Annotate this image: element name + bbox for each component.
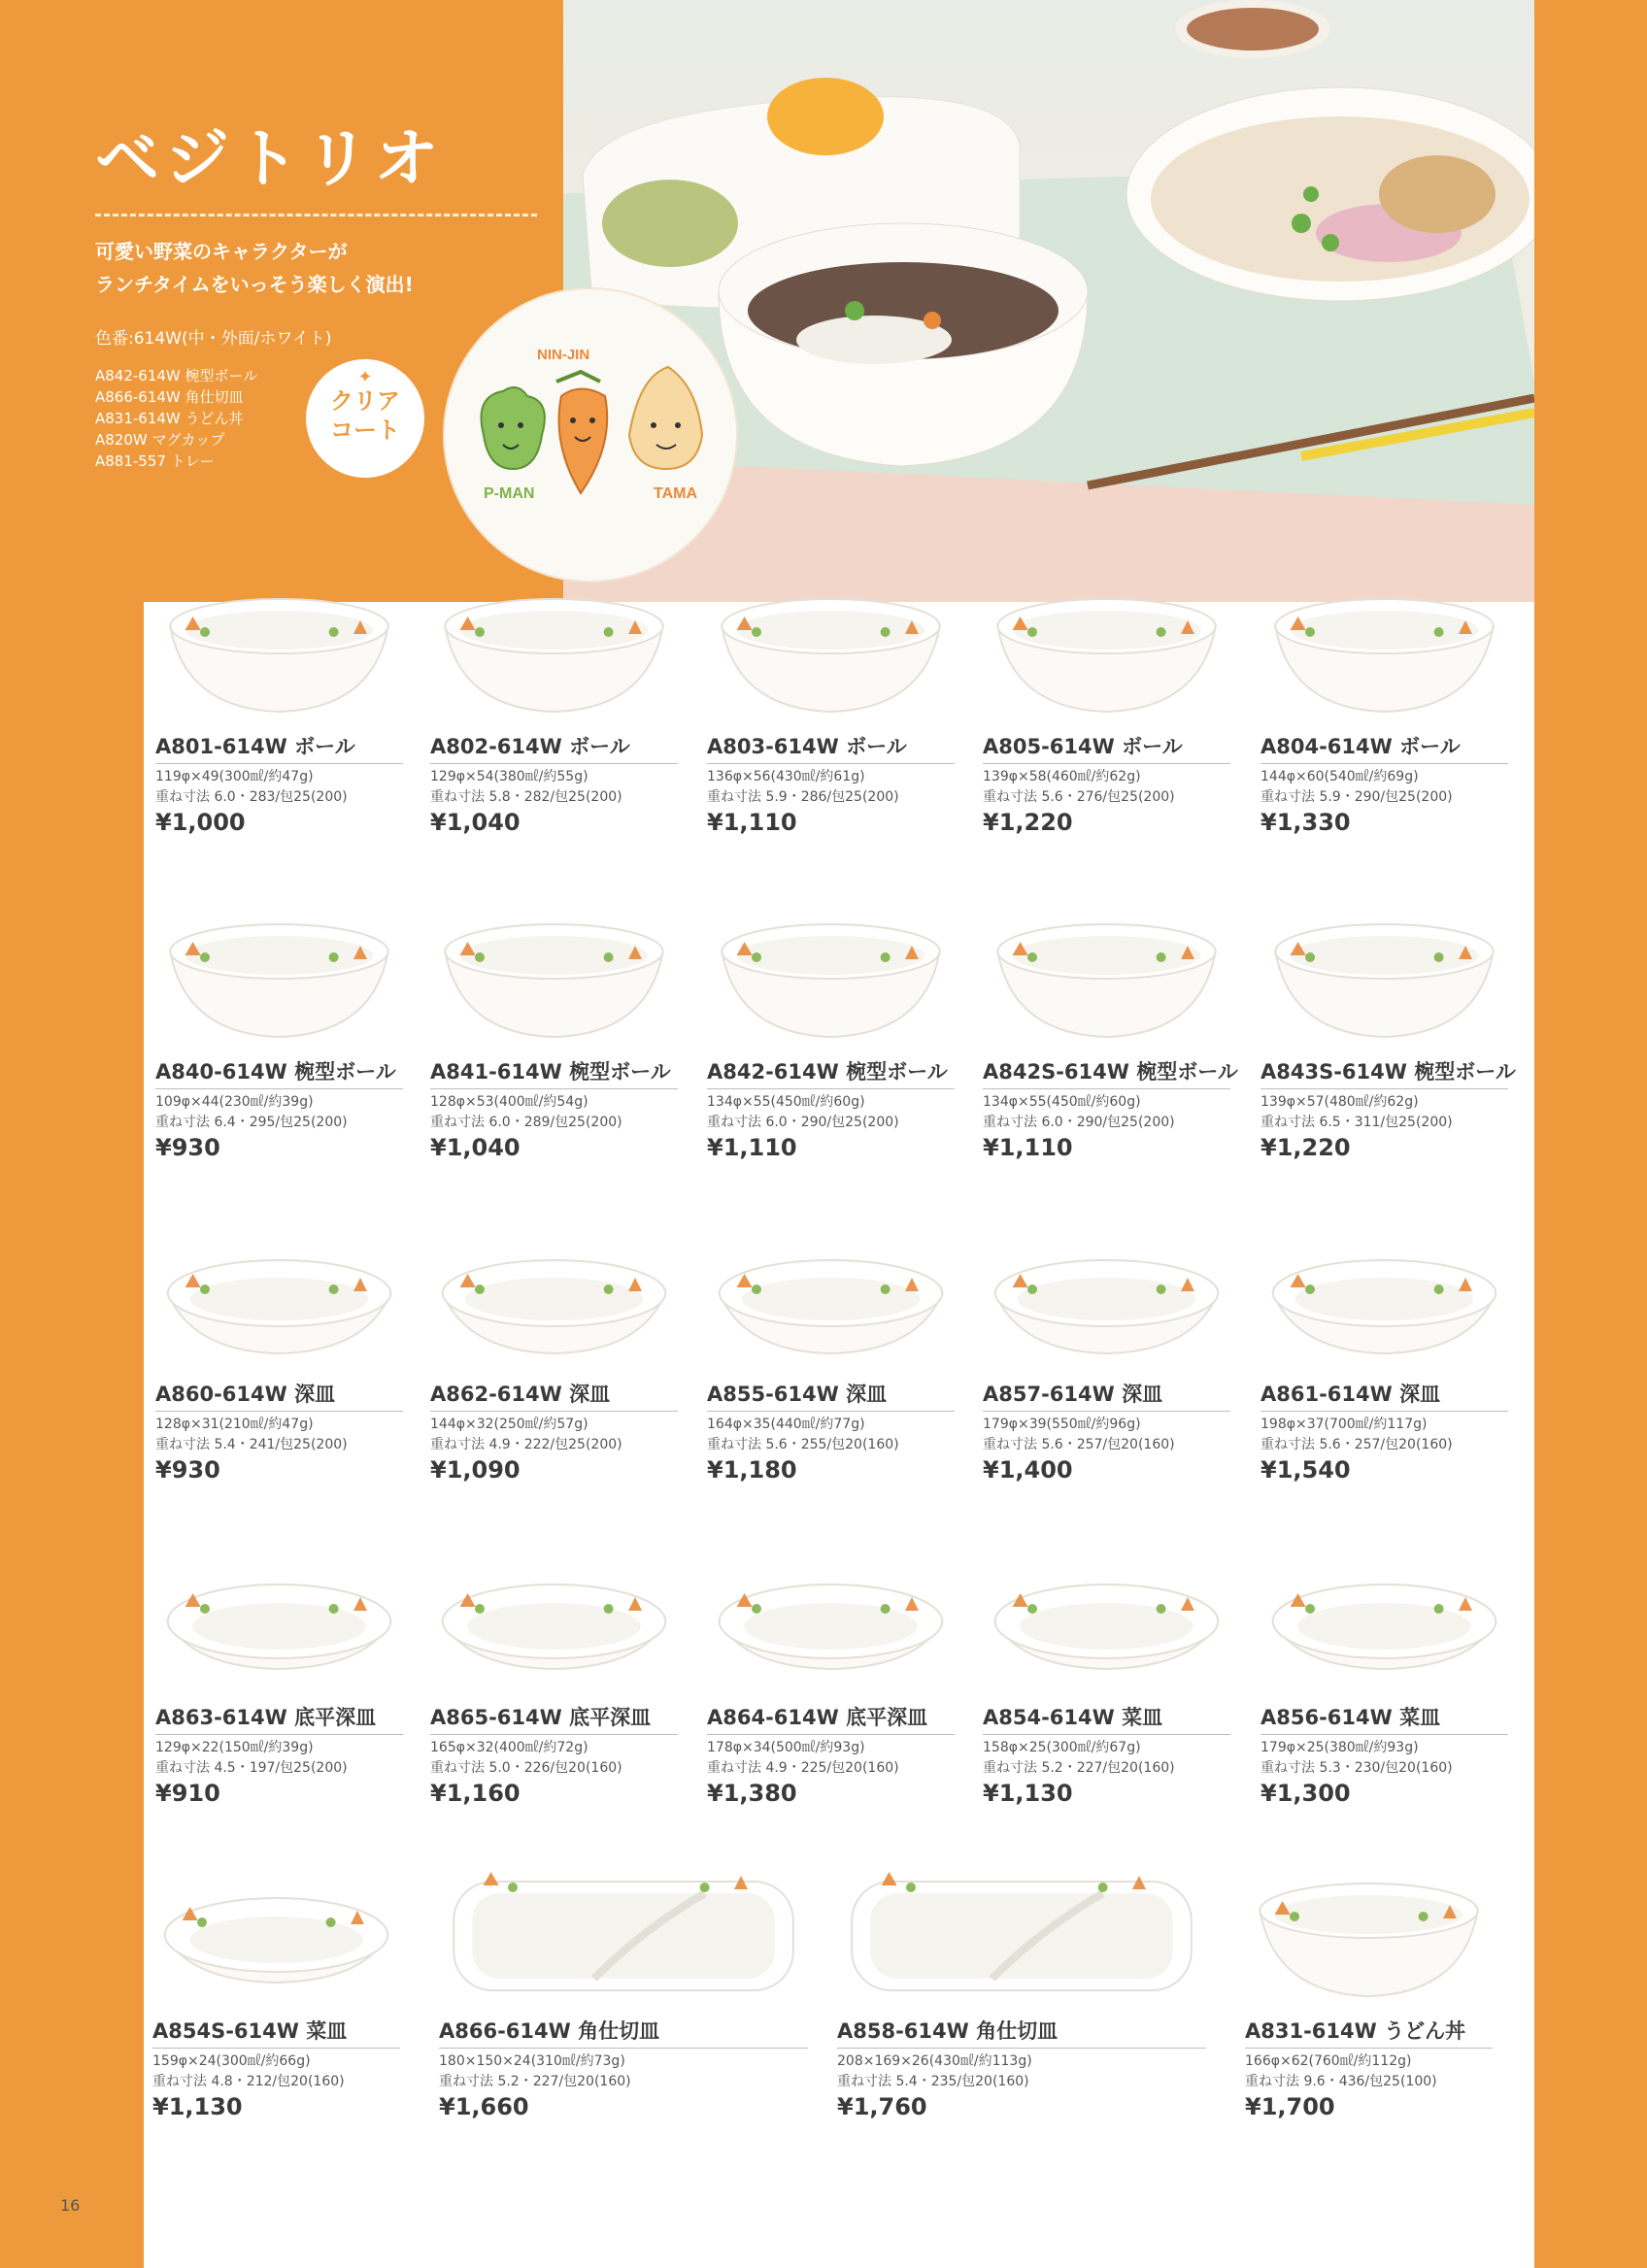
product-spec: 178φ×34(500㎖/約93g) — [707, 1740, 865, 1755]
product-spec: 136φ×56(430㎖/約61g) — [707, 769, 865, 784]
product-image — [430, 903, 678, 1049]
product-image — [430, 1549, 678, 1694]
product-card — [152, 1862, 400, 2120]
product-card — [430, 1225, 678, 1484]
product-stack-info: 重ね寸法 6.0・289/包25(200) — [430, 1115, 622, 1130]
product-card — [1260, 1549, 1508, 1807]
product-price: ¥1,040 — [430, 1134, 521, 1161]
product-image — [155, 578, 403, 723]
product-name: A840-614W 椀型ボール — [155, 1056, 403, 1089]
product-name: A854-614W 菜皿 — [983, 1702, 1230, 1735]
product-name: A857-614W 深皿 — [983, 1379, 1230, 1412]
product-price: ¥1,110 — [707, 1134, 797, 1161]
product-card — [439, 1862, 808, 2120]
page-number: 16 — [60, 2196, 81, 2215]
product-stack-info: 重ね寸法 4.5・197/包25(200) — [155, 1760, 348, 1776]
product-price: ¥1,040 — [430, 809, 521, 836]
product-price: ¥930 — [155, 1456, 220, 1484]
product-stack-info: 重ね寸法 5.2・227/包20(160) — [983, 1760, 1175, 1776]
pictured-item: A831-614W うどん丼 — [95, 410, 244, 427]
pictured-item: A820W マグカップ — [95, 431, 225, 449]
orange-frame-right — [1534, 0, 1647, 2268]
product-spec: 144φ×32(250㎖/約57g) — [430, 1417, 588, 1432]
product-price: ¥1,000 — [155, 809, 246, 836]
product-image — [707, 578, 955, 723]
product-spec: 139φ×57(480㎖/約62g) — [1260, 1094, 1419, 1110]
product-spec: 134φ×55(450㎖/約60g) — [707, 1094, 865, 1110]
product-price: ¥1,110 — [707, 809, 797, 836]
product-spec: 164φ×35(440㎖/約77g) — [707, 1417, 865, 1432]
product-spec: 109φ×44(230㎖/約39g) — [155, 1094, 314, 1110]
product-stack-info: 重ね寸法 5.9・290/包25(200) — [1260, 789, 1453, 805]
product-spec: 128φ×53(400㎖/約54g) — [430, 1094, 588, 1110]
product-spec: 134φ×55(450㎖/約60g) — [983, 1094, 1141, 1110]
product-name: A855-614W 深皿 — [707, 1379, 955, 1412]
product-spec: 128φ×31(210㎖/約47g) — [155, 1417, 314, 1432]
product-card — [155, 1549, 403, 1807]
product-card — [430, 1549, 678, 1807]
product-card — [430, 903, 678, 1161]
product-card — [837, 1862, 1206, 2120]
badge-label: クリア コート — [330, 387, 400, 444]
product-image — [155, 1549, 403, 1694]
series-tagline: 可愛い野菜のキャラクターが ランチタイムをいっそう楽しく演出! — [95, 240, 414, 296]
product-stack-info: 重ね寸法 5.6・255/包20(160) — [707, 1437, 899, 1452]
product-stack-info: 重ね寸法 5.9・286/包25(200) — [707, 789, 899, 805]
product-spec: 119φ×49(300㎖/約47g) — [155, 769, 314, 784]
product-stack-info: 重ね寸法 5.4・241/包25(200) — [155, 1437, 348, 1452]
product-stack-info: 重ね寸法 5.0・226/包20(160) — [430, 1760, 622, 1776]
product-stack-info: 重ね寸法 6.0・283/包25(200) — [155, 789, 348, 805]
product-name: A862-614W 深皿 — [430, 1379, 678, 1412]
product-name: A841-614W 椀型ボール — [430, 1056, 678, 1089]
product-name: A863-614W 底平深皿 — [155, 1702, 403, 1735]
product-card — [1260, 578, 1508, 836]
product-stack-info: 重ね寸法 5.6・257/包20(160) — [1260, 1437, 1453, 1452]
product-stack-info: 重ね寸法 5.2・227/包20(160) — [439, 2074, 631, 2089]
product-price: ¥1,180 — [707, 1456, 797, 1484]
product-image — [983, 578, 1230, 723]
product-stack-info: 重ね寸法 6.0・290/包25(200) — [707, 1115, 899, 1130]
onion-character-icon — [629, 367, 702, 502]
product-spec: 165φ×32(400㎖/約72g) — [430, 1740, 588, 1755]
product-stack-info: 重ね寸法 6.0・290/包25(200) — [983, 1115, 1175, 1130]
product-stack-info: 重ね寸法 6.4・295/包25(200) — [155, 1115, 348, 1130]
carrot-character-icon — [537, 347, 607, 493]
product-price: ¥930 — [155, 1134, 220, 1161]
product-price: ¥1,220 — [1260, 1134, 1351, 1161]
product-price: ¥1,220 — [983, 809, 1073, 836]
product-card — [1260, 1225, 1508, 1484]
product-price: ¥1,330 — [1260, 809, 1351, 836]
product-name: A842-614W 椀型ボール — [707, 1056, 955, 1089]
product-stack-info: 重ね寸法 6.5・311/包25(200) — [1260, 1115, 1453, 1130]
character-zoom-circle — [445, 289, 736, 581]
product-card — [707, 578, 955, 836]
product-spec: 180×150×24(310㎖/約73g) — [439, 2053, 625, 2069]
pictured-item: A842-614W 椀型ボール — [95, 367, 258, 384]
product-card — [1260, 903, 1516, 1161]
product-card — [983, 903, 1238, 1161]
product-name: A856-614W 菜皿 — [1260, 1702, 1508, 1735]
onion-label: TAMA — [654, 485, 698, 502]
product-price: ¥1,380 — [707, 1780, 797, 1807]
product-name: A854S-614W 菜皿 — [152, 2016, 400, 2049]
product-name: A803-614W ボール — [707, 731, 955, 764]
product-spec: 158φ×25(300㎖/約67g) — [983, 1740, 1141, 1755]
product-image — [155, 1225, 403, 1371]
product-name: A801-614W ボール — [155, 731, 403, 764]
product-card — [983, 1549, 1230, 1807]
product-card — [707, 1549, 955, 1807]
product-name: A864-614W 底平深皿 — [707, 1702, 955, 1735]
product-stack-info: 重ね寸法 5.4・235/包20(160) — [837, 2074, 1029, 2089]
product-name: A861-614W 深皿 — [1260, 1379, 1508, 1412]
product-stack-info: 重ね寸法 4.9・225/包20(160) — [707, 1760, 899, 1776]
product-card — [983, 1225, 1230, 1484]
product-image — [837, 1862, 1206, 2008]
sparkle-icon: ✦ — [357, 367, 373, 387]
product-image — [155, 903, 403, 1049]
product-price: ¥1,300 — [1260, 1780, 1351, 1807]
product-image — [707, 903, 955, 1049]
product-spec: 198φ×37(700㎖/約117g) — [1260, 1417, 1428, 1432]
product-stack-info: 重ね寸法 5.3・230/包20(160) — [1260, 1760, 1453, 1776]
product-price: ¥1,160 — [430, 1780, 521, 1807]
product-price: ¥1,540 — [1260, 1456, 1351, 1484]
product-name: A843S-614W 椀型ボール — [1260, 1056, 1508, 1089]
product-price: ¥1,700 — [1245, 2093, 1335, 2120]
product-name: A842S-614W 椀型ボール — [983, 1056, 1230, 1089]
product-image — [1260, 578, 1508, 723]
product-image — [1260, 1549, 1508, 1694]
product-name: A865-614W 底平深皿 — [430, 1702, 678, 1735]
product-image — [439, 1862, 808, 2008]
product-card — [430, 578, 678, 836]
product-price: ¥1,130 — [983, 1780, 1073, 1807]
product-price: ¥1,760 — [837, 2093, 927, 2120]
product-spec: 179φ×39(550㎖/約96g) — [983, 1417, 1141, 1432]
product-stack-info: 重ね寸法 4.9・222/包25(200) — [430, 1437, 622, 1452]
product-card — [155, 903, 403, 1161]
product-name: A804-614W ボール — [1260, 731, 1508, 764]
product-stack-info: 重ね寸法 5.8・282/包25(200) — [430, 789, 622, 805]
product-price: ¥1,400 — [983, 1456, 1073, 1484]
product-price: ¥1,110 — [983, 1134, 1073, 1161]
pepper-character-icon — [482, 387, 545, 502]
product-image — [983, 1549, 1230, 1694]
product-spec: 144φ×60(540㎖/約69g) — [1260, 769, 1419, 784]
product-image — [707, 1225, 955, 1371]
product-name: A860-614W 深皿 — [155, 1379, 403, 1412]
product-stack-info: 重ね寸法 5.6・257/包20(160) — [983, 1437, 1175, 1452]
product-name: A831-614W うどん丼 — [1245, 2016, 1493, 2049]
product-price: ¥1,090 — [430, 1456, 521, 1484]
product-price: ¥1,660 — [439, 2093, 529, 2120]
product-card — [155, 1225, 403, 1484]
product-price: ¥910 — [155, 1780, 220, 1807]
product-image — [430, 578, 678, 723]
product-spec: 139φ×58(460㎖/約62g) — [983, 769, 1141, 784]
product-card — [707, 903, 955, 1161]
product-card — [1245, 1862, 1493, 2120]
product-stack-info: 重ね寸法 5.6・276/包25(200) — [983, 789, 1175, 805]
pictured-items-list — [95, 365, 257, 472]
product-card — [707, 1225, 955, 1484]
product-image — [983, 903, 1230, 1049]
pictured-item: A866-614W 角仕切皿 — [95, 388, 244, 406]
product-image — [983, 1225, 1230, 1371]
product-spec: 129φ×22(150㎖/約39g) — [155, 1740, 314, 1755]
clear-coat-badge — [306, 359, 424, 478]
product-image — [1260, 1225, 1508, 1371]
product-spec: 208×169×26(430㎖/約113g) — [837, 2053, 1032, 2069]
color-code: 色番:614W(中・外面/ホワイト) — [95, 329, 332, 349]
pictured-item: A881-557 トレー — [95, 452, 215, 470]
product-image — [1260, 903, 1508, 1049]
product-price: ¥1,130 — [152, 2093, 243, 2120]
product-stack-info: 重ね寸法 4.8・212/包20(160) — [152, 2074, 345, 2089]
series-title: ベジトリオ — [95, 121, 445, 196]
product-name: A805-614W ボール — [983, 731, 1230, 764]
dashed-divider — [95, 214, 537, 217]
product-spec: 129φ×54(380㎖/約55g) — [430, 769, 588, 784]
product-card — [155, 578, 403, 836]
product-spec: 179φ×25(380㎖/約93g) — [1260, 1740, 1419, 1755]
product-image — [707, 1549, 955, 1694]
product-image — [430, 1225, 678, 1371]
product-name: A858-614W 角仕切皿 — [837, 2016, 1206, 2049]
product-image — [152, 1862, 400, 2008]
product-stack-info: 重ね寸法 9.6・436/包25(100) — [1245, 2074, 1437, 2089]
product-name: A802-614W ボール — [430, 731, 678, 764]
product-spec: 166φ×62(760㎖/約112g) — [1245, 2053, 1412, 2069]
product-name: A866-614W 角仕切皿 — [439, 2016, 808, 2049]
product-image — [1245, 1862, 1493, 2008]
carrot-label: NIN-JIN — [537, 347, 590, 363]
product-card — [983, 578, 1230, 836]
pepper-label: P-MAN — [484, 485, 535, 502]
product-spec: 159φ×24(300㎖/約66g) — [152, 2053, 311, 2069]
